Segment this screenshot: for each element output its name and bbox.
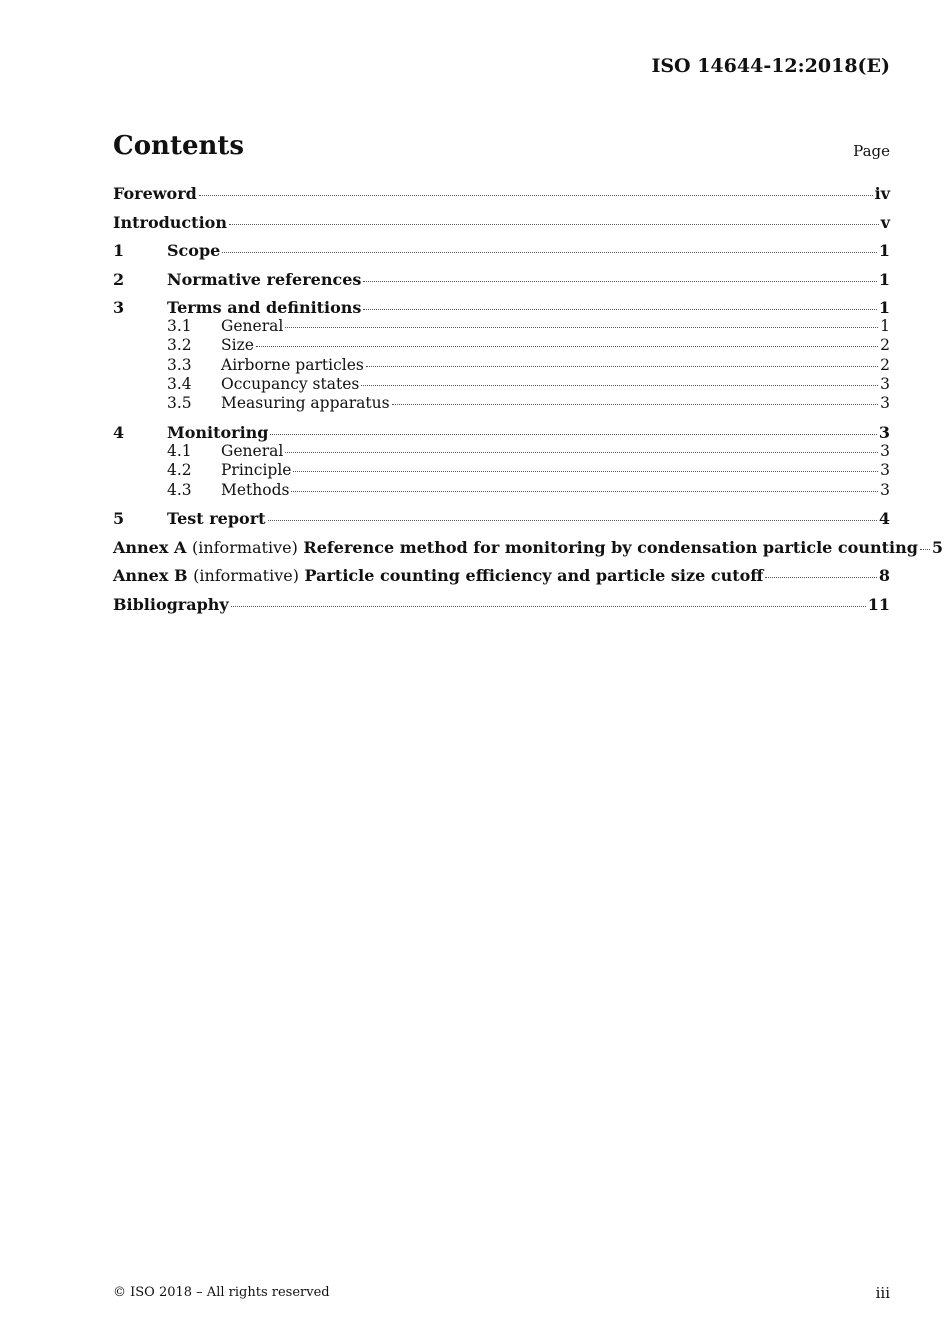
toc-entry-test-report[interactable] xyxy=(113,509,890,528)
toc-entry-number: 3.4 xyxy=(167,374,192,393)
toc-subentry-3-3[interactable] xyxy=(167,356,890,375)
toc-entry-page: iv xyxy=(874,184,890,203)
toc-subentry-3-5[interactable] xyxy=(167,394,890,413)
table-of-contents xyxy=(113,184,944,614)
toc-entry-annex-b[interactable] xyxy=(113,566,890,585)
copyright-notice: © ISO 2018 – All rights reserved xyxy=(113,1285,330,1300)
toc-entry-title: Normative references xyxy=(167,269,362,289)
annex-label: Annex A xyxy=(113,537,187,557)
toc-entry-page: 1 xyxy=(878,241,890,260)
toc-entry-page: 11 xyxy=(867,594,890,614)
toc-entry-number: 3.5 xyxy=(167,394,192,413)
toc-entry-monitoring[interactable] xyxy=(113,423,890,442)
toc-entry-title: Foreword xyxy=(113,184,197,203)
toc-entry-title: Reference method for monitoring by condensation particle counting xyxy=(303,537,918,557)
toc-entry-page: 1 xyxy=(878,269,890,289)
toc-subentry-3-1[interactable] xyxy=(167,317,890,336)
toc-entry-number: 3.1 xyxy=(167,317,192,335)
toc-entry-number: 4.1 xyxy=(167,441,192,460)
annex-informative-note: (informative) xyxy=(191,537,298,557)
dot-leader xyxy=(270,434,876,435)
document-id: ISO 14644-12:2018(E) xyxy=(651,55,890,77)
toc-entry-number: 4.3 xyxy=(167,480,192,499)
toc-entry-number: 5 xyxy=(113,509,125,529)
toc-entry-title: Principle xyxy=(221,461,292,480)
annex-label: Annex B xyxy=(113,566,188,586)
toc-entry-page: 3 xyxy=(880,394,890,413)
toc-entry-page: 2 xyxy=(880,336,890,355)
dot-leader xyxy=(256,346,878,347)
toc-entry-number: 2 xyxy=(113,269,125,289)
dot-leader xyxy=(268,520,877,521)
toc-entry-title: Scope xyxy=(167,241,221,260)
toc-subentry-4-1[interactable] xyxy=(167,442,890,461)
dot-leader xyxy=(392,404,879,405)
dot-leader xyxy=(363,309,876,310)
toc-entry-page: 1 xyxy=(880,317,890,335)
toc-entry-title: Size xyxy=(221,336,254,355)
toc-entry-page: 3 xyxy=(880,374,890,393)
toc-entry-title: Monitoring xyxy=(167,422,269,442)
toc-entry-number: 3 xyxy=(113,298,125,317)
toc-entry-page: 3 xyxy=(880,441,890,460)
dot-leader xyxy=(199,195,873,196)
toc-entry-scope[interactable] xyxy=(113,241,890,260)
annex-informative-note: (informative) xyxy=(193,566,299,586)
toc-entry-title: Particle counting efficiency and particle size cutoff xyxy=(304,566,764,586)
toc-entry-annex-a[interactable] xyxy=(113,537,944,557)
dot-leader xyxy=(231,606,866,607)
dot-leader xyxy=(363,281,876,282)
toc-entry-title: Test report xyxy=(167,509,266,529)
dot-leader xyxy=(293,471,878,472)
toc-entry-page: 3 xyxy=(880,461,890,480)
toc-entry-page: 8 xyxy=(878,566,890,586)
page-column-label: Page xyxy=(853,142,890,160)
dot-leader xyxy=(291,491,878,492)
page-number: iii xyxy=(875,1284,890,1302)
toc-entry-title: Methods xyxy=(221,480,290,499)
dot-leader xyxy=(222,252,877,253)
toc-entry-title: Airborne particles xyxy=(221,355,364,374)
toc-entry-page: 4 xyxy=(878,509,890,529)
toc-subentry-4-3[interactable] xyxy=(167,481,890,500)
toc-entry-terms-and-definitions[interactable] xyxy=(113,298,890,317)
toc-entry-bibliography[interactable] xyxy=(113,595,890,614)
toc-entry-page: 5 xyxy=(931,537,944,557)
toc-subentry-3-4[interactable] xyxy=(167,375,890,394)
toc-entry-title: Introduction xyxy=(113,212,227,232)
dot-leader xyxy=(285,452,878,453)
toc-subentry-4-2[interactable] xyxy=(167,461,890,480)
dot-leader xyxy=(920,549,930,550)
toc-entry-introduction[interactable] xyxy=(113,213,890,232)
dot-leader xyxy=(285,327,878,328)
toc-entry-number: 4.2 xyxy=(167,461,192,480)
toc-subentry-3-2[interactable] xyxy=(167,336,890,355)
toc-entry-page: v xyxy=(880,212,890,232)
toc-entry-title: General xyxy=(221,441,284,460)
toc-entry-page: 2 xyxy=(880,355,890,374)
toc-entry-page: 1 xyxy=(878,298,890,317)
dot-leader xyxy=(229,224,879,225)
toc-entry-title: Occupancy states xyxy=(221,374,360,393)
toc-entry-number: 1 xyxy=(113,241,125,260)
toc-entry-page: 3 xyxy=(880,480,890,499)
toc-entry-title: General xyxy=(221,317,284,335)
contents-title: Contents xyxy=(113,131,245,161)
toc-entry-page: 3 xyxy=(878,422,890,442)
toc-entry-title: Measuring apparatus xyxy=(221,394,390,413)
toc-entry-foreword[interactable] xyxy=(113,184,890,203)
toc-entry-title: Terms and definitions xyxy=(167,298,362,317)
dot-leader xyxy=(366,366,878,367)
toc-entry-title: Bibliography xyxy=(113,594,229,614)
toc-entry-normative-references[interactable] xyxy=(113,270,890,289)
dot-leader xyxy=(361,385,878,386)
toc-entry-number: 4 xyxy=(113,422,125,442)
toc-entry-number: 3.3 xyxy=(167,355,192,374)
dot-leader xyxy=(765,577,876,578)
toc-entry-number: 3.2 xyxy=(167,336,192,355)
